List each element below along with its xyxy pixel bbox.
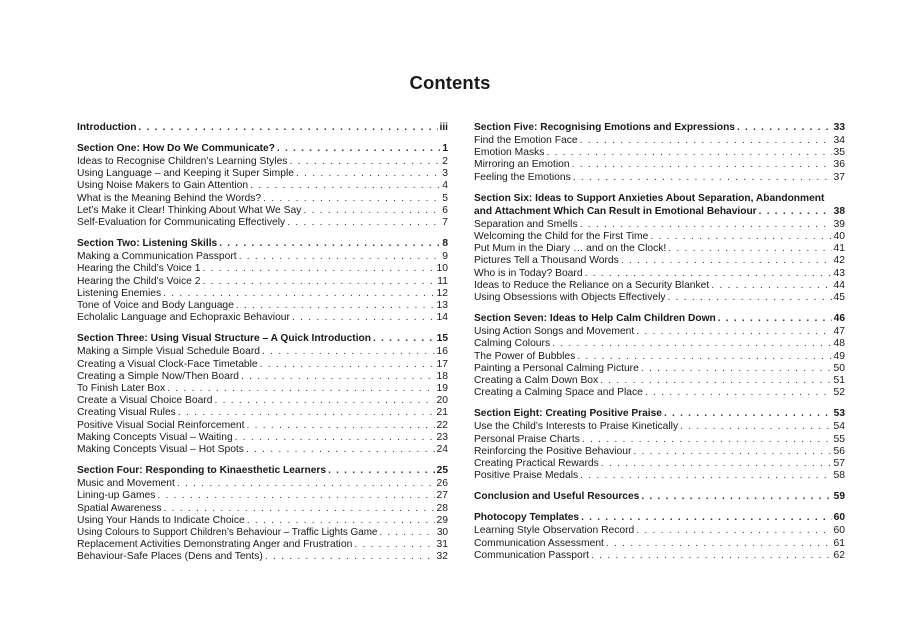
entry-title: Reinforcing the Positive Behaviour [474, 445, 632, 457]
toc-entry[interactable] [77, 217, 448, 229]
toc-entry[interactable] [77, 276, 448, 288]
page-number: 39 [833, 218, 845, 230]
entry-title: Creating Visual Rules [77, 407, 176, 419]
toc-entry[interactable] [77, 312, 448, 324]
section-heading-and-attachment-which-can-result-in-emoti[interactable] [474, 205, 845, 218]
dot-leader [580, 135, 832, 147]
entry-title: Positive Praise Medals [474, 470, 579, 482]
toc-entry[interactable] [474, 470, 845, 482]
entry-title: Pictures Tell a Thousand Words [474, 255, 619, 267]
entry-title: Learning Style Observation Record [474, 525, 635, 537]
page-number: 18 [436, 370, 448, 382]
entry-title: Section Four: Responding to Kinaesthetic Learners [77, 465, 327, 477]
toc-entry[interactable] [474, 231, 845, 243]
page-number: 60 [833, 512, 845, 524]
toc-entry[interactable] [474, 387, 845, 399]
toc-entry[interactable] [474, 363, 845, 375]
dot-leader [287, 217, 440, 229]
page-number: 37 [833, 171, 845, 183]
page-number: 16 [436, 346, 448, 358]
entry-title: Create a Visual Choice Board [77, 395, 213, 407]
dot-leader [636, 525, 831, 537]
entry-title: What is the Meaning Behind the Words? [77, 192, 262, 204]
dot-leader [585, 268, 832, 280]
contents-left-column [77, 121, 448, 572]
dot-leader [737, 121, 832, 134]
toc-entry[interactable] [77, 180, 448, 192]
page-title: Contents [409, 72, 491, 93]
page-number: 13 [436, 300, 448, 312]
toc-section [474, 511, 845, 562]
entry-title: and Attachment Which Can Result in Emotional Behaviour [474, 205, 757, 217]
toc-entry[interactable] [77, 383, 448, 395]
page-number: 23 [436, 431, 448, 443]
section-heading-section-eight-creating-positive-praise[interactable] [474, 407, 845, 420]
page-number: 54 [833, 421, 845, 433]
entry-title: Creating a Visual Clock-Face Timetable [77, 358, 258, 370]
dot-leader [247, 515, 435, 527]
toc-section [474, 121, 845, 184]
page-number: 3 [442, 168, 448, 180]
entry-title: Section Seven: Ideas to Help Calm Children Down [474, 313, 716, 325]
dot-leader [177, 478, 435, 490]
toc-entry[interactable] [474, 338, 845, 350]
toc-section [77, 237, 448, 324]
dot-leader [241, 371, 435, 383]
section-heading-section-five-recognising-emotions-and-ex[interactable] [474, 121, 845, 134]
section-heading-section-three-using-visual-structure-a-q[interactable] [77, 332, 448, 345]
page-number: 42 [833, 255, 845, 267]
toc-entry[interactable] [77, 444, 448, 456]
dot-leader [711, 280, 831, 292]
toc-entry[interactable] [474, 434, 845, 446]
dot-leader [606, 538, 832, 550]
page-number: 62 [833, 549, 845, 561]
toc-entry[interactable] [77, 478, 448, 490]
section-heading-line[interactable]: Section Six: Ideas to Support Anxieties About Separation, Abandonment [474, 192, 825, 204]
entry-title: Making a Communication Passport [77, 251, 237, 263]
dot-leader [296, 168, 440, 180]
dot-leader [577, 351, 831, 363]
page-number: 30 [437, 527, 448, 539]
dot-leader [236, 300, 435, 312]
page-number: 8 [442, 238, 448, 250]
dot-leader [167, 383, 434, 395]
page-number: 11 [437, 275, 448, 287]
dot-leader [573, 172, 832, 184]
page-number: 43 [833, 267, 845, 279]
page-number: 52 [833, 387, 845, 399]
entry-title: Feeling the Emotions [474, 171, 571, 183]
page-number: 59 [833, 491, 845, 503]
dot-leader [277, 142, 440, 155]
page-number: iii [439, 122, 448, 133]
page-number: 35 [833, 147, 845, 159]
dot-leader [633, 446, 831, 458]
entry-title: Personal Praise Charts [474, 433, 580, 445]
toc-entry[interactable] [77, 156, 448, 168]
entry-title: Emotion Masks [474, 147, 545, 159]
page-number: 17 [436, 358, 448, 370]
toc-section [474, 407, 845, 482]
page-number: 4 [442, 180, 448, 192]
page-number: 24 [436, 444, 448, 456]
section-heading-section-seven-ideas-to-help-calm-childre[interactable] [474, 312, 845, 325]
toc-section [77, 121, 448, 134]
dot-leader [552, 338, 831, 350]
dot-leader [250, 180, 440, 192]
dot-leader [178, 407, 435, 419]
page-number: 51 [833, 375, 845, 387]
toc-section [474, 312, 845, 399]
page-number: 19 [436, 383, 448, 395]
entry-title: Put Mum in the Diary … and on the Clock! [474, 243, 667, 255]
page-number: 5 [442, 192, 448, 204]
toc-entry[interactable] [77, 539, 448, 551]
dot-leader [163, 288, 434, 300]
section-heading-section-one-how-do-we-communicate[interactable] [77, 142, 448, 155]
toc-section [474, 192, 845, 304]
page-number: 41 [833, 243, 845, 255]
dot-leader [202, 263, 434, 275]
toc-entry[interactable] [77, 371, 448, 383]
entry-title: Making a Simple Visual Schedule Board [77, 346, 260, 358]
page-number: 45 [833, 292, 845, 304]
entry-title: Hearing the Child’s Voice 2 [77, 275, 201, 287]
entry-title: Creating a Simple Now/Then Board [77, 370, 239, 382]
toc-entry[interactable] [77, 251, 448, 263]
toc-entry[interactable] [77, 288, 448, 300]
entry-title: Using Colours to Support Children’s Behaviour – Traffic Lights Game [77, 527, 378, 539]
page-number: 25 [436, 465, 448, 477]
toc-entry[interactable] [474, 159, 845, 171]
dot-leader [546, 147, 831, 159]
dot-leader [247, 420, 435, 432]
toc-entry[interactable] [474, 280, 845, 292]
dot-leader [265, 551, 435, 563]
dot-leader [641, 490, 831, 503]
dot-leader [239, 251, 441, 263]
page-number: 6 [442, 204, 448, 216]
page-number: 14 [436, 312, 448, 324]
entry-title: Communication Assessment [474, 537, 604, 549]
dot-leader [759, 205, 832, 218]
dot-leader [379, 527, 435, 539]
page-number: 58 [833, 470, 845, 482]
entry-title: Replacement Activities Demonstrating Anger and Frustration [77, 539, 353, 551]
toc-entry[interactable] [474, 525, 845, 537]
page-number: 56 [833, 445, 845, 457]
entry-title: Positive Visual Social Reinforcement [77, 419, 245, 431]
section-heading-photocopy-templates[interactable] [474, 511, 845, 524]
page-number: 46 [833, 313, 845, 325]
toc-entry[interactable] [77, 346, 448, 358]
dot-leader [303, 205, 440, 217]
dot-leader [668, 292, 832, 304]
entry-title: Creating a Calm Down Box [474, 375, 599, 387]
entry-title: Lining-up Games [77, 490, 156, 502]
entry-title: Separation and Smells [474, 218, 578, 230]
entry-title: Music and Movement [77, 478, 175, 490]
toc-entry[interactable] [474, 172, 845, 184]
entry-title: Section Five: Recognising Emotions and Expressions [474, 122, 735, 133]
toc-entry[interactable] [474, 292, 845, 304]
dot-leader [582, 434, 832, 446]
page-number: 44 [833, 279, 845, 291]
entry-title: Section Three: Using Visual Structure – A Quick Introduction [77, 333, 371, 345]
dot-leader [292, 312, 435, 324]
dot-leader [157, 490, 434, 502]
entry-title: Spatial Awareness [77, 502, 162, 514]
entry-title: Photocopy Templates [474, 512, 580, 524]
dot-leader [636, 326, 831, 338]
entry-title: Introduction [77, 122, 137, 133]
toc-section [77, 332, 448, 456]
contents-right-column [474, 121, 845, 570]
page-number: 28 [436, 502, 448, 514]
toc-entry[interactable] [474, 147, 845, 159]
page-number: 15 [436, 333, 448, 345]
page-number: 9 [442, 251, 448, 263]
toc-entry[interactable] [77, 432, 448, 444]
page-number: 12 [436, 287, 448, 299]
dot-leader [263, 193, 440, 205]
toc-entry[interactable] [77, 263, 448, 275]
page-number: 55 [833, 433, 845, 445]
entry-title: Communication Passport [474, 549, 590, 561]
toc-entry[interactable] [77, 420, 448, 432]
entry-title: Use the Child’s Interests to Praise Kinetically [474, 421, 679, 433]
toc-entry[interactable] [474, 219, 845, 231]
toc-section [77, 464, 448, 563]
page-number: 2 [442, 156, 448, 167]
dot-leader [373, 332, 435, 345]
toc-entry[interactable] [77, 359, 448, 371]
entry-title: Calming Colours [474, 338, 551, 350]
dot-leader [580, 470, 831, 482]
dot-leader [260, 359, 435, 371]
entry-title: Mirroring an Emotion [474, 159, 570, 171]
entry-title: Conclusion and Useful Resources [474, 491, 640, 503]
entry-title: To Finish Later Box [77, 383, 166, 395]
toc-section [77, 142, 448, 229]
entry-title: Tone of Voice and Body Language [77, 300, 234, 312]
dot-leader [718, 312, 832, 325]
page-number: 29 [436, 514, 448, 526]
dot-leader [164, 503, 435, 515]
dot-leader [214, 395, 434, 407]
toc-entry[interactable] [77, 515, 448, 527]
page-number: 40 [833, 231, 845, 243]
dot-leader [138, 121, 437, 134]
entry-title: Creating a Calming Space and Place [474, 387, 643, 399]
entry-title: Creating Practical Rewards [474, 458, 599, 470]
entry-title: Using Language – and Keeping it Super Simple [77, 168, 294, 180]
page-number: 53 [833, 408, 845, 420]
entry-title: Echolalic Language and Echopraxic Behaviour [77, 312, 290, 324]
page-number: 33 [833, 122, 845, 133]
dot-leader [621, 255, 832, 267]
dot-leader [591, 550, 832, 562]
entry-title: Making Concepts Visual – Waiting [77, 431, 233, 443]
page-number: 48 [833, 338, 845, 350]
dot-leader [668, 243, 831, 255]
toc-entry[interactable] [474, 421, 845, 433]
dot-leader [581, 511, 832, 524]
page-number: 22 [436, 419, 448, 431]
page-number: 38 [833, 205, 845, 217]
dot-leader [645, 387, 832, 399]
dot-leader [246, 444, 435, 456]
entry-title: Hearing the Child’s Voice 1 [77, 263, 201, 275]
dot-leader [202, 276, 435, 288]
entry-title: Self-Evaluation for Communicating Effectively [77, 217, 286, 229]
toc-entry[interactable] [474, 268, 845, 280]
entry-title: Section Eight: Creating Positive Praise [474, 408, 662, 420]
toc-entry[interactable] [77, 490, 448, 502]
toc-entry[interactable] [474, 458, 845, 470]
entry-title: Section Two: Listening Skills [77, 238, 218, 250]
page-number: 32 [436, 551, 448, 563]
toc-entry[interactable] [77, 395, 448, 407]
entry-title: Section One: How Do We Communicate? [77, 143, 275, 154]
toc-entry[interactable] [77, 527, 448, 539]
entry-title: Let’s Make it Clear! Thinking About What We Say [77, 204, 302, 216]
page-number: 60 [833, 525, 845, 537]
section-heading-section-four-responding-to-kinaesthetic-[interactable] [77, 464, 448, 477]
entry-title: Ideas to Reduce the Reliance on a Security Blanket [474, 279, 710, 291]
toc-entry[interactable] [77, 205, 448, 217]
entry-title: Welcoming the Child for the First Time [474, 231, 649, 243]
dot-leader [641, 363, 832, 375]
toc-entry[interactable] [474, 375, 845, 387]
dot-leader [354, 539, 434, 551]
page-number: 10 [436, 263, 448, 275]
dot-leader [580, 219, 832, 231]
page-number: 31 [436, 539, 448, 551]
dot-leader [289, 156, 440, 168]
page-number: 26 [436, 478, 448, 490]
toc-entry[interactable] [474, 538, 845, 550]
dot-leader [328, 464, 435, 477]
dot-leader [601, 458, 832, 470]
toc-entry[interactable] [77, 168, 448, 180]
toc-entry[interactable] [77, 551, 448, 563]
toc-entry[interactable] [474, 243, 845, 255]
dot-leader [572, 159, 832, 171]
toc-entry[interactable] [77, 193, 448, 205]
page-number: 1 [442, 143, 448, 154]
dot-leader [650, 231, 831, 243]
entry-title: Behaviour-Safe Places (Dens and Tents) [77, 551, 263, 563]
toc-entry[interactable] [77, 503, 448, 515]
dot-leader [664, 407, 832, 420]
dot-leader [219, 237, 440, 250]
page-number: 7 [442, 217, 448, 229]
dot-leader [235, 432, 435, 444]
page-number: 49 [833, 350, 845, 362]
entry-title: Who is in Today? Board [474, 267, 583, 279]
page-number: 27 [436, 490, 448, 502]
entry-title: Listening Enemies [77, 287, 162, 299]
entry-title: Using Obsessions with Objects Effectively [474, 292, 666, 304]
toc-entry[interactable] [77, 300, 448, 312]
page-number: 47 [833, 326, 845, 338]
toc-entry[interactable] [474, 135, 845, 147]
page-number: 34 [833, 135, 845, 146]
page-number: 61 [833, 537, 845, 549]
dot-leader [600, 375, 831, 387]
entry-title: Using Noise Makers to Gain Attention [77, 180, 249, 192]
page-number: 21 [436, 407, 448, 419]
page-number: 50 [833, 362, 845, 374]
dot-leader [680, 421, 831, 433]
entry-title: Using Your Hands to Indicate Choice [77, 514, 245, 526]
entry-title: Find the Emotion Face [474, 135, 578, 146]
entry-title: Painting a Personal Calming Picture [474, 362, 639, 374]
entry-title: Making Concepts Visual – Hot Spots [77, 444, 244, 456]
section-heading-section-two-listening-skills[interactable] [77, 237, 448, 250]
entry-title: Ideas to Recognise Children’s Learning Styles [77, 156, 288, 167]
toc-entry[interactable] [474, 255, 845, 267]
toc-entry[interactable] [474, 446, 845, 458]
entry-title: Using Action Songs and Movement [474, 326, 635, 338]
toc-entry[interactable] [474, 550, 845, 562]
toc-entry[interactable] [474, 351, 845, 363]
section-heading-conclusion-and-useful-resources[interactable] [474, 490, 845, 503]
toc-entry[interactable] [77, 407, 448, 419]
page-number: 36 [833, 159, 845, 171]
toc-entry[interactable] [474, 326, 845, 338]
dot-leader [262, 346, 435, 358]
page-number: 20 [436, 395, 448, 407]
entry-title: The Power of Bubbles [474, 350, 576, 362]
section-heading-introduction[interactable] [77, 121, 448, 134]
toc-section [474, 490, 845, 503]
page-number: 57 [833, 458, 845, 470]
